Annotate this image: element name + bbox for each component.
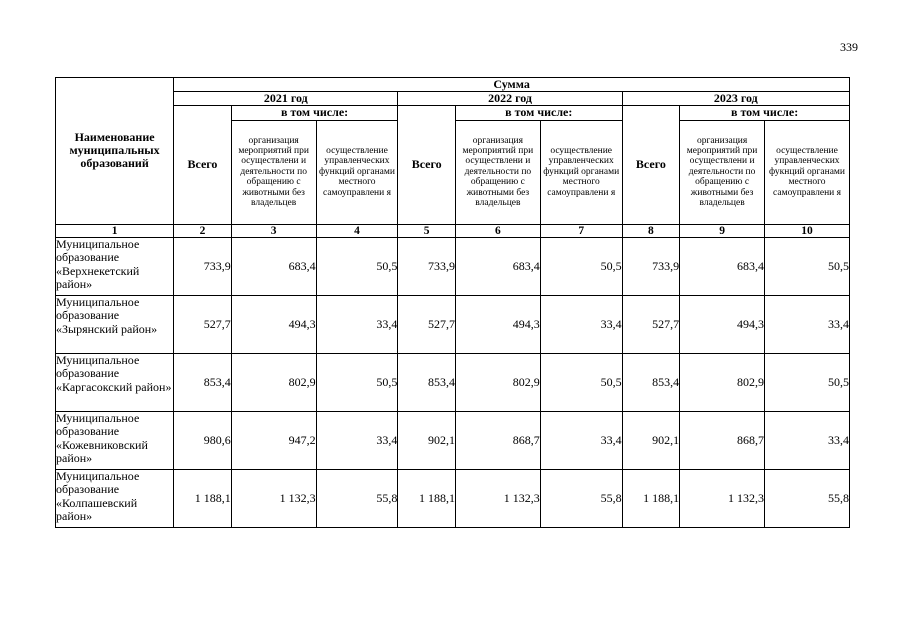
page-number: 339	[840, 40, 858, 54]
municipality-name: Муниципальное образование «Колпашевский район»	[56, 470, 174, 528]
year-header-2023: 2023 год	[622, 92, 849, 106]
value-cell: 980,6	[174, 412, 232, 470]
value-cell: 1 132,3	[231, 470, 316, 528]
total-header-2023: Всего	[622, 106, 680, 224]
value-cell: 853,4	[622, 354, 680, 412]
including-header-2022: в том числе:	[455, 106, 622, 120]
value-cell: 853,4	[398, 354, 456, 412]
value-cell: 50,5	[540, 354, 622, 412]
value-cell: 683,4	[455, 238, 540, 296]
value-cell: 50,5	[765, 238, 850, 296]
activities-header-2021: организация мероприятий при осуществлени и деятельности по обращению с животными без владельцев	[231, 120, 316, 224]
municipality-name: Муниципальное образование «Каргасокский район»	[56, 354, 174, 412]
value-cell: 683,4	[231, 238, 316, 296]
value-cell: 494,3	[231, 296, 316, 354]
value-cell: 1 188,1	[622, 470, 680, 528]
value-cell: 50,5	[316, 238, 398, 296]
value-cell: 868,7	[455, 412, 540, 470]
table-row	[56, 296, 850, 354]
value-cell: 33,4	[316, 296, 398, 354]
value-cell: 853,4	[174, 354, 232, 412]
value-cell: 527,7	[174, 296, 232, 354]
column-number: 5	[398, 224, 456, 238]
column-number: 9	[680, 224, 765, 238]
value-cell: 50,5	[765, 354, 850, 412]
column-number: 4	[316, 224, 398, 238]
value-cell: 733,9	[174, 238, 232, 296]
column-number: 2	[174, 224, 232, 238]
value-cell: 33,4	[540, 296, 622, 354]
value-cell: 33,4	[540, 412, 622, 470]
value-cell: 733,9	[622, 238, 680, 296]
management-header-2022: осуществление управленческих функций органами местного самоуправлени я	[540, 120, 622, 224]
value-cell: 527,7	[622, 296, 680, 354]
value-cell: 1 132,3	[680, 470, 765, 528]
value-cell: 902,1	[622, 412, 680, 470]
table-row	[56, 470, 850, 528]
value-cell: 494,3	[455, 296, 540, 354]
value-cell: 33,4	[765, 412, 850, 470]
year-header-2022: 2022 год	[398, 92, 622, 106]
value-cell: 902,1	[398, 412, 456, 470]
activities-header-2023: организация мероприятий при осуществлени и деятельности по обращению с животными без владельцев	[680, 120, 765, 224]
value-cell: 33,4	[316, 412, 398, 470]
column-number: 8	[622, 224, 680, 238]
value-cell: 1 188,1	[174, 470, 232, 528]
value-cell: 50,5	[540, 238, 622, 296]
total-header-2021: Всего	[174, 106, 232, 224]
table-row	[56, 354, 850, 412]
value-cell: 494,3	[680, 296, 765, 354]
budget-table	[55, 77, 850, 528]
value-cell: 683,4	[680, 238, 765, 296]
activities-header-2022: организация мероприятий при осуществлени и деятельности по обращению с животными без владельцев	[455, 120, 540, 224]
value-cell: 1 188,1	[398, 470, 456, 528]
value-cell: 802,9	[455, 354, 540, 412]
value-cell: 947,2	[231, 412, 316, 470]
year-header-2021: 2021 год	[174, 92, 398, 106]
value-cell: 802,9	[680, 354, 765, 412]
value-cell: 33,4	[765, 296, 850, 354]
value-cell: 802,9	[231, 354, 316, 412]
municipality-name: Муниципальное образование «Зырянский район»	[56, 296, 174, 354]
total-header-2022: Всего	[398, 106, 456, 224]
sum-header: Сумма	[174, 78, 850, 92]
value-cell: 733,9	[398, 238, 456, 296]
value-cell: 55,8	[540, 470, 622, 528]
municipality-name-header: Наименование муниципальных образований	[56, 78, 174, 225]
including-header-2023: в том числе:	[680, 106, 850, 120]
municipality-name: Муниципальное образование «Верхнекетский район»	[56, 238, 174, 296]
table-row	[56, 238, 850, 296]
column-number: 6	[455, 224, 540, 238]
value-cell: 55,8	[765, 470, 850, 528]
value-cell: 868,7	[680, 412, 765, 470]
municipality-name: Муниципальное образование «Кожевниковский район»	[56, 412, 174, 470]
including-header-2021: в том числе:	[231, 106, 398, 120]
table-row	[56, 412, 850, 470]
value-cell: 527,7	[398, 296, 456, 354]
value-cell: 55,8	[316, 470, 398, 528]
column-number: 7	[540, 224, 622, 238]
column-number: 10	[765, 224, 850, 238]
column-number: 3	[231, 224, 316, 238]
value-cell: 50,5	[316, 354, 398, 412]
management-header-2023: осуществление управленческих фукнций органами местного самоуправлени я	[765, 120, 850, 224]
management-header-2021: осуществление управленческих функций органами местного самоуправлени я	[316, 120, 398, 224]
column-number: 1	[56, 224, 174, 238]
value-cell: 1 132,3	[455, 470, 540, 528]
